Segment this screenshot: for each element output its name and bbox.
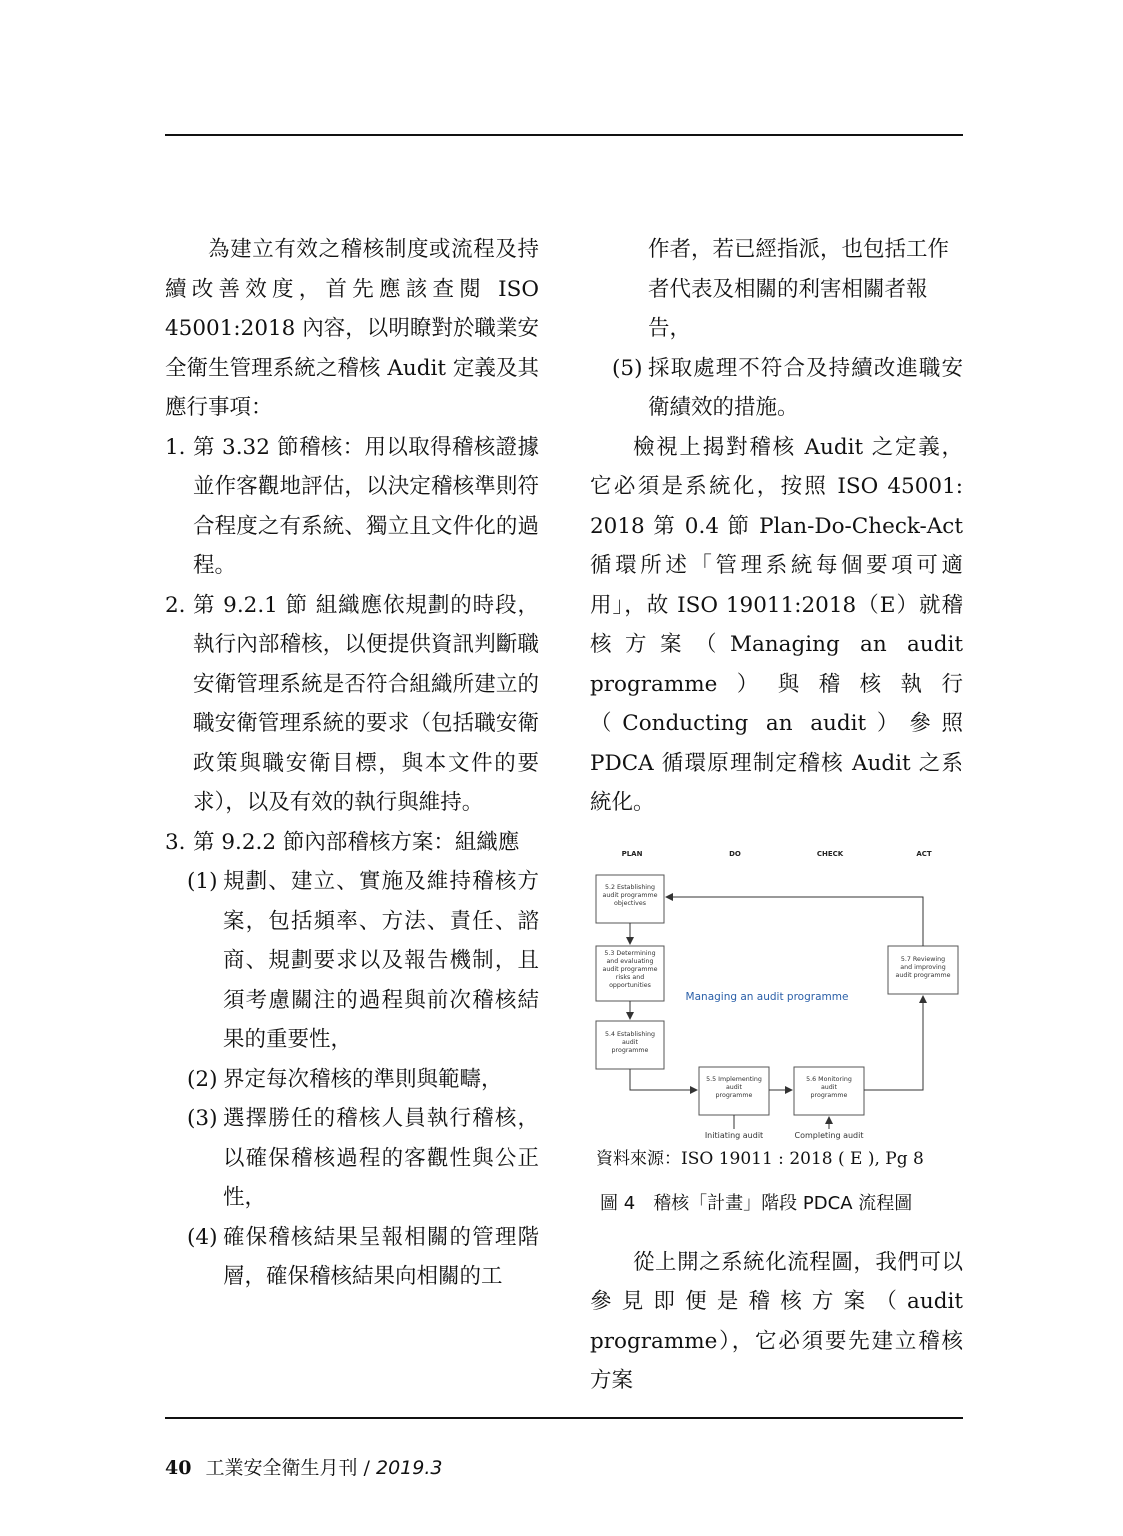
right-column xyxy=(590,230,963,1401)
sub-list-item xyxy=(165,1218,539,1297)
caption-number: 圖 4 xyxy=(600,1192,636,1214)
completing-audit-label: Completing audit xyxy=(794,1130,864,1140)
sub-list-item xyxy=(165,1099,539,1218)
page-number: 40 xyxy=(165,1457,192,1479)
box-text: audit xyxy=(725,1083,743,1091)
item-text: 第 9.2.1 節 組織應依規劃的時段，執行內部稽核，以便提供資訊判斷職安衛管理系統是否符合組織所建立的職安衛管理系統的要求（包括職安衛政策與職安衛目標，與本文件的要求），以及有效的執行與維持。 xyxy=(193,592,539,815)
sub-list-item xyxy=(590,349,963,428)
arrow-connector xyxy=(630,1069,697,1090)
initiating-audit-label: Initiating audit xyxy=(704,1130,764,1140)
continued-item-text: 作者，若已經指派，也包括工作者代表及相關的利害相關者報告， xyxy=(648,237,950,341)
body-paragraph: 檢視上揭對稽核 Audit 之定義，它必須是系統化，按照 ISO 45001: 2018 第 0.4 節 Plan-Do-Check-Act 循環所述「管理系統每個要項可適用」，故 ISO 19011:2018（E）就稽核方案（Managing an audit programme）與稽核執行（Conducting an audit）參照 PDCA 循環原理制定稽核 Audit 之系統化。 xyxy=(590,434,963,815)
issue-date: 2019.3 xyxy=(376,1457,443,1479)
arrow-connector xyxy=(666,897,923,946)
sub-item-text: 選擇勝任的稽核人員執行稽核，以確保稽核過程的客觀性與公正性， xyxy=(223,1106,539,1210)
item-text: 第 9.2.2 節內部稽核方案：組織應 xyxy=(193,829,520,855)
list-item xyxy=(165,428,539,586)
svg-text:5.7 Reviewingand improvingaudi xyxy=(896,956,951,979)
box-text: audit programme xyxy=(602,965,658,973)
box-text: programme xyxy=(715,1091,753,1099)
box-text: programme xyxy=(810,1091,848,1099)
phase-label: CHECK xyxy=(816,849,844,858)
box-text: and evaluating xyxy=(606,957,654,965)
sub-item-text: 採取處理不符合及持續改進職安衛績效的措施。 xyxy=(648,355,963,420)
item-number: 1. xyxy=(165,434,186,460)
footer-rule xyxy=(165,1417,963,1419)
box-text: risks and xyxy=(615,973,645,981)
sub-item-text: 確保稽核結果呈報相關的管理階層，確保稽核結果向相關的工 xyxy=(223,1224,539,1289)
box-5-5 xyxy=(699,1067,769,1115)
list-item xyxy=(165,823,539,863)
continued-text xyxy=(590,230,963,349)
figure-source: 資料來源：ISO 19011 : 2018 ( E ), Pg 8 xyxy=(596,1148,924,1169)
box-text: 5.5 Implementing xyxy=(706,1075,762,1083)
box-text: audit xyxy=(820,1083,838,1091)
sub-item-number: (2) xyxy=(187,1066,218,1092)
sub-item-number: (4) xyxy=(187,1224,218,1250)
sub-item-text: 規劃、建立、實施及維持稽核方案，包括頻率、方法、責任、諮商、規劃要求以及報告機制，且須考慮關注的過程與前次稽核結果的重要性， xyxy=(223,869,539,1052)
phase-label: PLAN xyxy=(621,849,643,858)
audit-programme-diagram xyxy=(590,843,963,1143)
box-text: audit programme xyxy=(895,971,951,979)
arrow-connector xyxy=(864,996,923,1090)
box-text: 5.2 Establishing xyxy=(604,883,656,891)
box-text: objectives xyxy=(613,899,647,907)
box-text: audit xyxy=(621,1038,639,1046)
sub-list-item xyxy=(165,1060,539,1100)
phase-label: DO xyxy=(729,849,741,858)
diagram-center-label: Managing an audit programme xyxy=(685,990,849,1003)
phase-label: ACT xyxy=(916,849,932,858)
sub-item-number: (1) xyxy=(187,869,218,894)
box-5-6 xyxy=(794,1067,864,1115)
journal-name: 工業安全衛生月刊 / xyxy=(205,1457,370,1479)
header-rule xyxy=(165,134,963,136)
box-text: 5.4 Establishing xyxy=(604,1030,656,1038)
box-text: and improving xyxy=(900,963,946,971)
intro-paragraph: 為建立有效之稽核制度或流程及持續改善效度，首先應該查閱 ISO 45001:2018 內容，以明瞭對於職業安全衛生管理系統之稽核 Audit 定義及其應行事項： xyxy=(165,237,539,420)
item-number: 3. xyxy=(165,829,186,855)
diagram-canvas xyxy=(590,843,963,1143)
sub-item-text: 界定每次稽核的準則與範疇， xyxy=(223,1066,503,1092)
box-text: 5.7 Reviewing xyxy=(900,955,946,963)
sub-item-number: (5) xyxy=(612,355,643,381)
item-number: 2. xyxy=(165,592,186,618)
page-footer xyxy=(165,1453,442,1480)
body-paragraph: 從上開之系統化流程圖，我們可以參見即便是稽核方案（audit programme），它必須要先建立稽核方案 xyxy=(590,1249,963,1393)
figure-caption xyxy=(590,1191,963,1217)
item-text: 第 3.32 節稽核：用以取得稽核證據並作客觀地評估，以決定稽核準則符合程度之有系統、獨立且文件化的過程。 xyxy=(193,434,539,578)
box-text: programme xyxy=(611,1046,649,1054)
left-column xyxy=(165,230,539,1297)
box-text: 5.6 Monitoring xyxy=(806,1075,852,1083)
caption-text: 稽核「計畫」階段 PDCA 流程圖 xyxy=(653,1192,913,1214)
box-text: 5.3 Determining xyxy=(604,949,656,957)
sub-item-number: (3) xyxy=(187,1106,218,1131)
box-5-2 xyxy=(596,875,664,923)
sub-list-item xyxy=(165,862,539,1060)
list-item xyxy=(165,586,539,823)
box-text: opportunities xyxy=(609,981,651,989)
box-text: audit programme xyxy=(602,891,658,899)
svg-text:5.3 Determiningand evaluatinga xyxy=(603,950,658,989)
